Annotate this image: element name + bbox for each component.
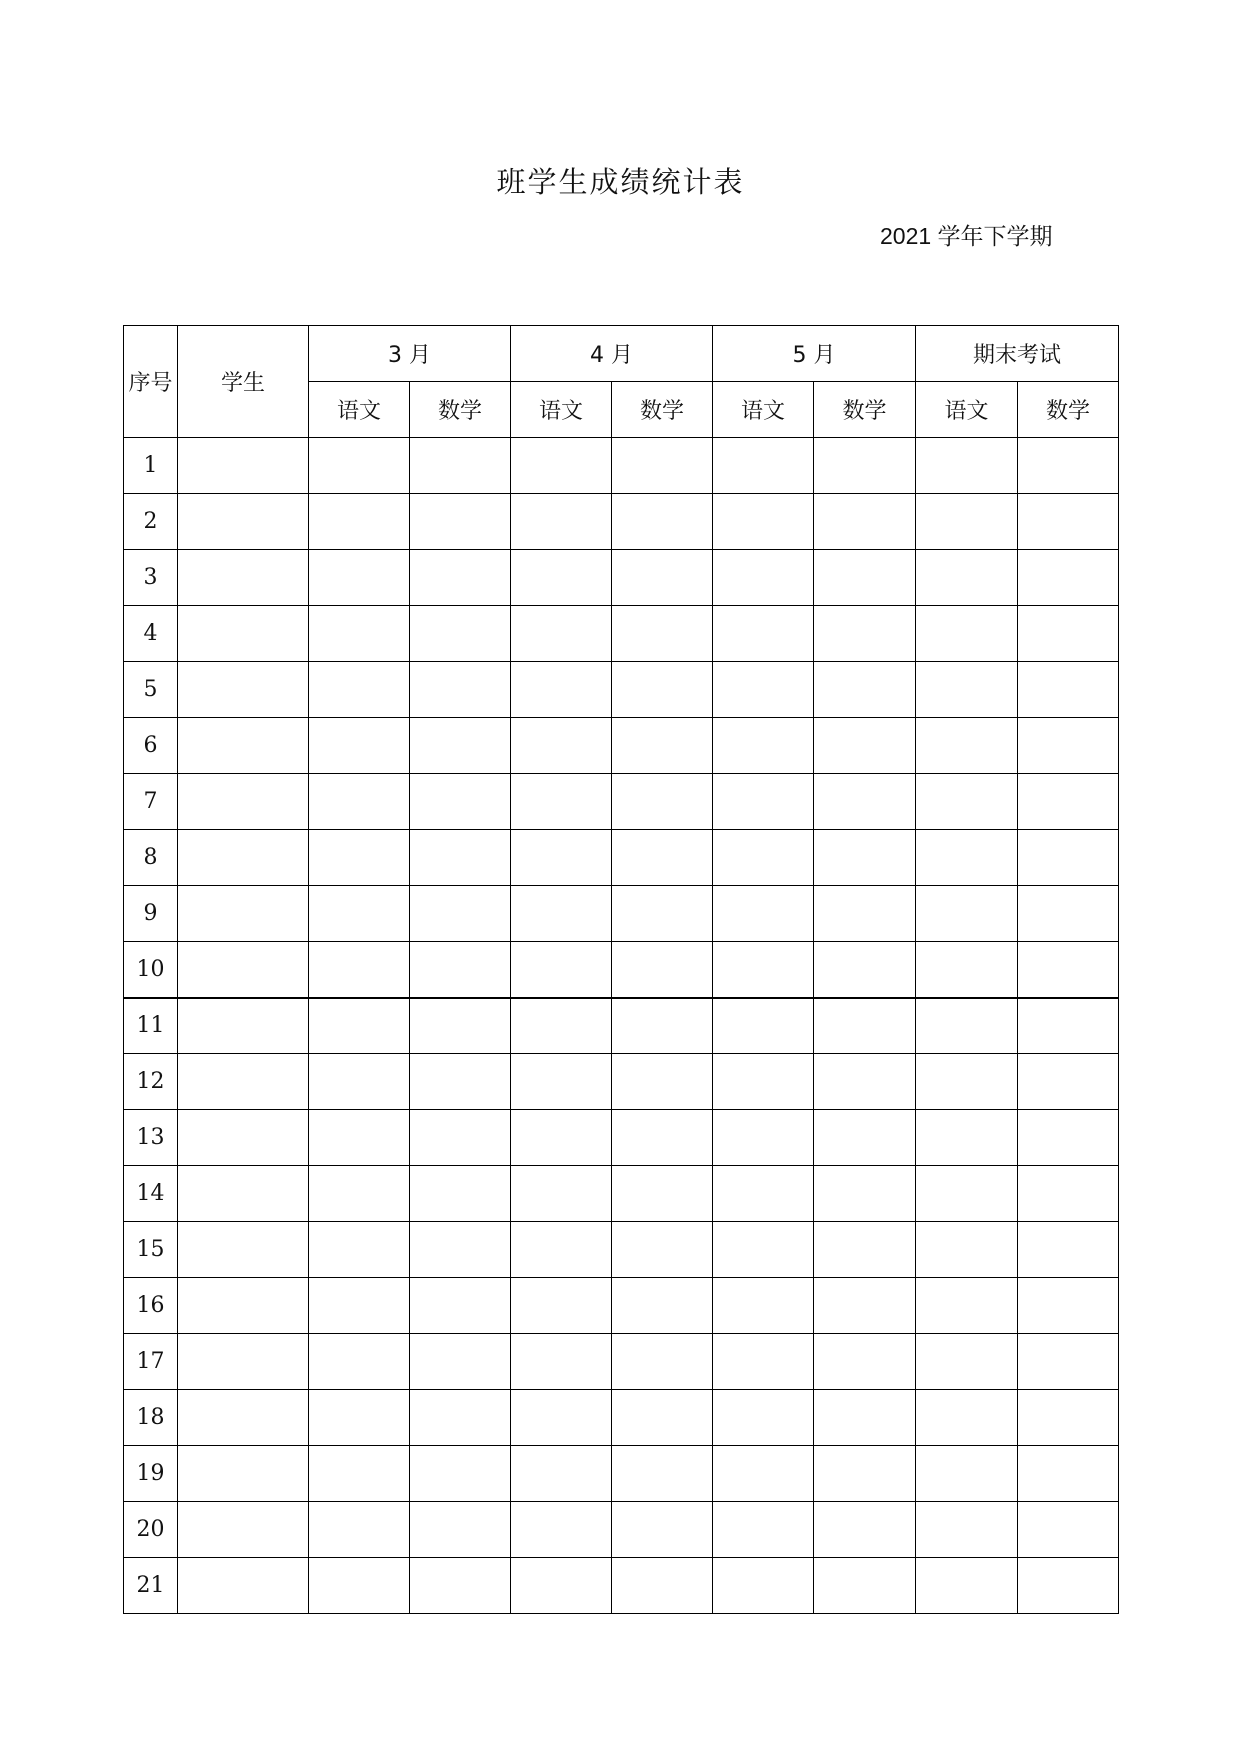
math-score-cell[interactable]	[612, 662, 713, 718]
student-name-cell[interactable]	[178, 830, 309, 886]
chinese-score-cell[interactable]	[916, 1558, 1018, 1614]
student-name-cell[interactable]	[178, 1390, 309, 1446]
chinese-score-cell[interactable]	[309, 550, 410, 606]
chinese-score-cell[interactable]	[713, 886, 814, 942]
header-group-march: 3 月	[309, 326, 511, 382]
row-number: 2	[124, 494, 178, 550]
chinese-score-cell[interactable]	[511, 1446, 612, 1502]
student-name-cell[interactable]	[178, 998, 309, 1054]
student-name-cell[interactable]	[178, 606, 309, 662]
row-number: 4	[124, 606, 178, 662]
header-subject-chinese: 语文	[713, 382, 814, 438]
math-score-cell[interactable]	[410, 1110, 511, 1166]
chinese-score-cell[interactable]	[309, 886, 410, 942]
math-score-cell[interactable]	[612, 1054, 713, 1110]
row-number: 8	[124, 830, 178, 886]
header-subject-math: 数学	[814, 382, 916, 438]
math-score-cell[interactable]	[410, 494, 511, 550]
chinese-score-cell[interactable]	[309, 606, 410, 662]
header-seq: 序号	[124, 326, 178, 438]
student-name-cell[interactable]	[178, 1446, 309, 1502]
chinese-score-cell[interactable]	[713, 1054, 814, 1110]
table-row	[124, 438, 1119, 494]
math-score-cell[interactable]	[814, 1390, 916, 1446]
chinese-score-cell[interactable]	[511, 494, 612, 550]
header-subject-chinese: 语文	[309, 382, 410, 438]
chinese-score-cell[interactable]	[713, 942, 814, 998]
row-number: 17	[124, 1334, 178, 1390]
row-number: 9	[124, 886, 178, 942]
row-number: 7	[124, 774, 178, 830]
chinese-score-cell[interactable]	[511, 606, 612, 662]
chinese-score-cell[interactable]	[916, 1390, 1018, 1446]
row-number: 1	[124, 438, 178, 494]
header-student: 学生	[178, 326, 309, 438]
chinese-score-cell[interactable]	[713, 1110, 814, 1166]
chinese-score-cell[interactable]	[511, 1166, 612, 1222]
row-number: 12	[124, 1054, 178, 1110]
chinese-score-cell[interactable]	[309, 998, 410, 1054]
chinese-score-cell[interactable]	[916, 1222, 1018, 1278]
math-score-cell[interactable]	[410, 942, 511, 998]
student-name-cell[interactable]	[178, 1502, 309, 1558]
chinese-score-cell[interactable]	[713, 774, 814, 830]
math-score-cell[interactable]	[1018, 998, 1119, 1054]
chinese-score-cell[interactable]	[309, 718, 410, 774]
student-name-cell[interactable]	[178, 1054, 309, 1110]
chinese-score-cell[interactable]	[916, 1054, 1018, 1110]
math-score-cell[interactable]	[1018, 1222, 1119, 1278]
math-score-cell[interactable]	[612, 886, 713, 942]
chinese-score-cell[interactable]	[916, 1166, 1018, 1222]
math-score-cell[interactable]	[814, 774, 916, 830]
chinese-score-cell[interactable]	[309, 1334, 410, 1390]
chinese-score-cell[interactable]	[713, 550, 814, 606]
chinese-score-cell[interactable]	[713, 1558, 814, 1614]
student-name-cell[interactable]	[178, 1166, 309, 1222]
math-score-cell[interactable]	[410, 718, 511, 774]
math-score-cell[interactable]	[814, 998, 916, 1054]
chinese-score-cell[interactable]	[511, 1054, 612, 1110]
chinese-score-cell[interactable]	[309, 1054, 410, 1110]
math-score-cell[interactable]	[1018, 774, 1119, 830]
chinese-score-cell[interactable]	[916, 662, 1018, 718]
header-subject-math: 数学	[612, 382, 713, 438]
chinese-score-cell[interactable]	[916, 1502, 1018, 1558]
chinese-score-cell[interactable]	[916, 1446, 1018, 1502]
math-score-cell[interactable]	[612, 1222, 713, 1278]
math-score-cell[interactable]	[410, 606, 511, 662]
math-score-cell[interactable]	[1018, 718, 1119, 774]
chinese-score-cell[interactable]	[916, 718, 1018, 774]
math-score-cell[interactable]	[612, 1558, 713, 1614]
math-score-cell[interactable]	[612, 438, 713, 494]
chinese-score-cell[interactable]	[511, 1222, 612, 1278]
math-score-cell[interactable]	[1018, 1390, 1119, 1446]
chinese-score-cell[interactable]	[713, 998, 814, 1054]
chinese-score-cell[interactable]	[713, 1222, 814, 1278]
math-score-cell[interactable]	[410, 1446, 511, 1502]
math-score-cell[interactable]	[612, 1166, 713, 1222]
chinese-score-cell[interactable]	[309, 1110, 410, 1166]
table-row	[124, 1446, 1119, 1502]
header-group-may: 5 月	[713, 326, 916, 382]
math-score-cell[interactable]	[612, 718, 713, 774]
chinese-score-cell[interactable]	[916, 494, 1018, 550]
row-number: 20	[124, 1502, 178, 1558]
term-label: 2021 学年下学期	[880, 223, 1053, 249]
math-score-cell[interactable]	[814, 1558, 916, 1614]
math-score-cell[interactable]	[612, 1446, 713, 1502]
chinese-score-cell[interactable]	[511, 942, 612, 998]
math-score-cell[interactable]	[612, 550, 713, 606]
student-name-cell[interactable]	[178, 1222, 309, 1278]
student-name-cell[interactable]	[178, 494, 309, 550]
student-name-cell[interactable]	[178, 662, 309, 718]
chinese-score-cell[interactable]	[916, 1278, 1018, 1334]
header-group-final-exam: 期末考试	[916, 326, 1119, 382]
math-score-cell[interactable]	[1018, 438, 1119, 494]
math-score-cell[interactable]	[814, 886, 916, 942]
chinese-score-cell[interactable]	[916, 1334, 1018, 1390]
table-row	[124, 774, 1119, 830]
chinese-score-cell[interactable]	[713, 830, 814, 886]
row-number: 14	[124, 1166, 178, 1222]
student-name-cell[interactable]	[178, 1110, 309, 1166]
chinese-score-cell[interactable]	[309, 830, 410, 886]
math-score-cell[interactable]	[1018, 942, 1119, 998]
math-score-cell[interactable]	[814, 494, 916, 550]
math-score-cell[interactable]	[814, 1446, 916, 1502]
chinese-score-cell[interactable]	[916, 550, 1018, 606]
table-row	[124, 1166, 1119, 1222]
math-score-cell[interactable]	[814, 606, 916, 662]
chinese-score-cell[interactable]	[713, 1334, 814, 1390]
row-number: 15	[124, 1222, 178, 1278]
header-subject-chinese: 语文	[511, 382, 612, 438]
table-row	[124, 1278, 1119, 1334]
math-score-cell[interactable]	[612, 494, 713, 550]
math-score-cell[interactable]	[1018, 606, 1119, 662]
page-title: 班学生成绩统计表	[496, 165, 745, 199]
table-row	[124, 942, 1119, 998]
chinese-score-cell[interactable]	[511, 998, 612, 1054]
math-score-cell[interactable]	[814, 1166, 916, 1222]
chinese-score-cell[interactable]	[309, 1222, 410, 1278]
chinese-score-cell[interactable]	[511, 550, 612, 606]
math-score-cell[interactable]	[612, 1334, 713, 1390]
chinese-score-cell[interactable]	[916, 774, 1018, 830]
math-score-cell[interactable]	[814, 942, 916, 998]
table-row	[124, 550, 1119, 606]
math-score-cell[interactable]	[1018, 1558, 1119, 1614]
math-score-cell[interactable]	[1018, 1166, 1119, 1222]
chinese-score-cell[interactable]	[309, 942, 410, 998]
math-score-cell[interactable]	[814, 1502, 916, 1558]
math-score-cell[interactable]	[410, 830, 511, 886]
table-row	[124, 886, 1119, 942]
math-score-cell[interactable]	[410, 1278, 511, 1334]
header-group-april: 4 月	[511, 326, 713, 382]
math-score-cell[interactable]	[410, 998, 511, 1054]
math-score-cell[interactable]	[1018, 1110, 1119, 1166]
chinese-score-cell[interactable]	[511, 718, 612, 774]
chinese-score-cell[interactable]	[309, 1278, 410, 1334]
chinese-score-cell[interactable]	[309, 1166, 410, 1222]
chinese-score-cell[interactable]	[916, 1110, 1018, 1166]
chinese-score-cell[interactable]	[511, 662, 612, 718]
math-score-cell[interactable]	[814, 1110, 916, 1166]
chinese-score-cell[interactable]	[309, 662, 410, 718]
chinese-score-cell[interactable]	[511, 1110, 612, 1166]
math-score-cell[interactable]	[814, 830, 916, 886]
math-score-cell[interactable]	[410, 1222, 511, 1278]
chinese-score-cell[interactable]	[309, 494, 410, 550]
student-name-cell[interactable]	[178, 1558, 309, 1614]
math-score-cell[interactable]	[612, 1110, 713, 1166]
row-number: 11	[124, 998, 178, 1054]
math-score-cell[interactable]	[814, 718, 916, 774]
chinese-score-cell[interactable]	[713, 606, 814, 662]
chinese-score-cell[interactable]	[713, 1446, 814, 1502]
table-row	[124, 494, 1119, 550]
math-score-cell[interactable]	[814, 1054, 916, 1110]
chinese-score-cell[interactable]	[713, 1502, 814, 1558]
chinese-score-cell[interactable]	[713, 662, 814, 718]
chinese-score-cell[interactable]	[511, 830, 612, 886]
math-score-cell[interactable]	[814, 438, 916, 494]
row-number: 5	[124, 662, 178, 718]
row-number: 21	[124, 1558, 178, 1614]
math-score-cell[interactable]	[612, 1278, 713, 1334]
chinese-score-cell[interactable]	[713, 718, 814, 774]
math-score-cell[interactable]	[1018, 662, 1119, 718]
table-row	[124, 1054, 1119, 1110]
chinese-score-cell[interactable]	[511, 1334, 612, 1390]
math-score-cell[interactable]	[410, 1502, 511, 1558]
math-score-cell[interactable]	[410, 1334, 511, 1390]
math-score-cell[interactable]	[410, 1558, 511, 1614]
row-number: 16	[124, 1278, 178, 1334]
row-number: 3	[124, 550, 178, 606]
student-name-cell[interactable]	[178, 774, 309, 830]
chinese-score-cell[interactable]	[916, 998, 1018, 1054]
table-row	[124, 1502, 1119, 1558]
math-score-cell[interactable]	[814, 1278, 916, 1334]
math-score-cell[interactable]	[1018, 494, 1119, 550]
row-number: 6	[124, 718, 178, 774]
header-subject-chinese: 语文	[916, 382, 1018, 438]
student-name-cell[interactable]	[178, 438, 309, 494]
chinese-score-cell[interactable]	[916, 438, 1018, 494]
chinese-score-cell[interactable]	[916, 886, 1018, 942]
math-score-cell[interactable]	[612, 942, 713, 998]
math-score-cell[interactable]	[1018, 886, 1119, 942]
student-name-cell[interactable]	[178, 718, 309, 774]
student-name-cell[interactable]	[178, 886, 309, 942]
chinese-score-cell[interactable]	[511, 886, 612, 942]
table-row	[124, 1222, 1119, 1278]
math-score-cell[interactable]	[1018, 1054, 1119, 1110]
math-score-cell[interactable]	[612, 1502, 713, 1558]
table-row	[124, 718, 1119, 774]
math-score-cell[interactable]	[1018, 1278, 1119, 1334]
student-name-cell[interactable]	[178, 942, 309, 998]
table-row	[124, 830, 1119, 886]
chinese-score-cell[interactable]	[511, 1278, 612, 1334]
chinese-score-cell[interactable]	[309, 1446, 410, 1502]
chinese-score-cell[interactable]	[511, 1502, 612, 1558]
chinese-score-cell[interactable]	[713, 1278, 814, 1334]
math-score-cell[interactable]	[1018, 1446, 1119, 1502]
chinese-score-cell[interactable]	[713, 438, 814, 494]
math-score-cell[interactable]	[1018, 550, 1119, 606]
chinese-score-cell[interactable]	[713, 1390, 814, 1446]
math-score-cell[interactable]	[612, 1390, 713, 1446]
chinese-score-cell[interactable]	[713, 494, 814, 550]
row-number: 18	[124, 1390, 178, 1446]
row-number: 19	[124, 1446, 178, 1502]
table-row	[124, 998, 1119, 1054]
math-score-cell[interactable]	[1018, 1502, 1119, 1558]
math-score-cell[interactable]	[612, 830, 713, 886]
chinese-score-cell[interactable]	[511, 438, 612, 494]
math-score-cell[interactable]	[410, 1390, 511, 1446]
chinese-score-cell[interactable]	[916, 942, 1018, 998]
row-number: 10	[124, 942, 178, 998]
math-score-cell[interactable]	[410, 438, 511, 494]
math-score-cell[interactable]	[410, 550, 511, 606]
table-row	[124, 1110, 1119, 1166]
row-number: 13	[124, 1110, 178, 1166]
header-subject-math: 数学	[410, 382, 511, 438]
math-score-cell[interactable]	[814, 662, 916, 718]
math-score-cell[interactable]	[814, 1334, 916, 1390]
grade-table	[123, 325, 1119, 1614]
table-row	[124, 606, 1119, 662]
chinese-score-cell[interactable]	[309, 1502, 410, 1558]
table-row	[124, 1334, 1119, 1390]
student-name-cell[interactable]	[178, 1334, 309, 1390]
math-score-cell[interactable]	[410, 1054, 511, 1110]
math-score-cell[interactable]	[612, 998, 713, 1054]
math-score-cell[interactable]	[612, 606, 713, 662]
chinese-score-cell[interactable]	[511, 1558, 612, 1614]
table-row	[124, 1390, 1119, 1446]
table-row	[124, 1558, 1119, 1614]
header-subject-math: 数学	[1018, 382, 1119, 438]
table-row	[124, 662, 1119, 718]
chinese-score-cell[interactable]	[916, 830, 1018, 886]
math-score-cell[interactable]	[1018, 830, 1119, 886]
chinese-score-cell[interactable]	[511, 774, 612, 830]
math-score-cell[interactable]	[1018, 1334, 1119, 1390]
math-score-cell[interactable]	[410, 886, 511, 942]
chinese-score-cell[interactable]	[309, 774, 410, 830]
math-score-cell[interactable]	[612, 774, 713, 830]
chinese-score-cell[interactable]	[713, 1166, 814, 1222]
math-score-cell[interactable]	[814, 1222, 916, 1278]
math-score-cell[interactable]	[410, 1166, 511, 1222]
math-score-cell[interactable]	[814, 550, 916, 606]
student-name-cell[interactable]	[178, 550, 309, 606]
math-score-cell[interactable]	[410, 774, 511, 830]
chinese-score-cell[interactable]	[309, 1390, 410, 1446]
student-name-cell[interactable]	[178, 1278, 309, 1334]
math-score-cell[interactable]	[410, 662, 511, 718]
chinese-score-cell[interactable]	[309, 1558, 410, 1614]
chinese-score-cell[interactable]	[309, 438, 410, 494]
chinese-score-cell[interactable]	[916, 606, 1018, 662]
chinese-score-cell[interactable]	[511, 1390, 612, 1446]
